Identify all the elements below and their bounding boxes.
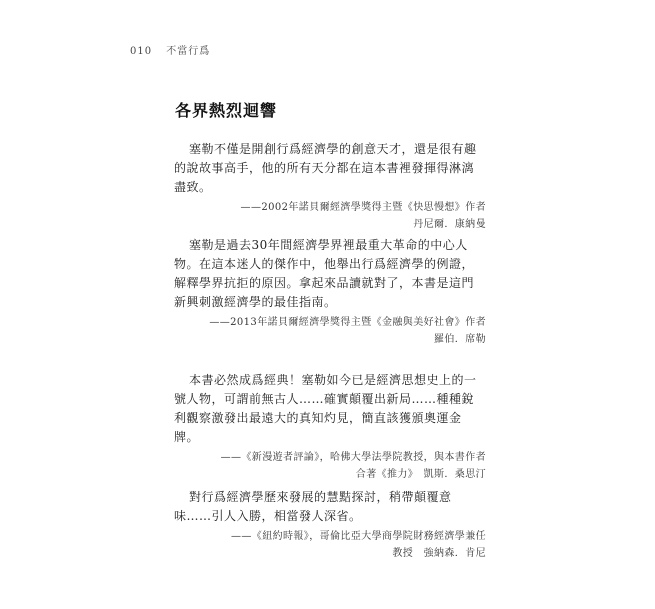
attribution-author: 教授 強納森．肯尼 [392,548,486,559]
page-number: 010 [130,46,153,57]
attribution-source: ——《新漫遊者評論》，哈佛大學法學院教授，與本書作者 [220,452,486,463]
quote-attribution [174,199,486,233]
running-head [130,42,210,57]
quote-text: 塞勒不僅是開創行爲經濟學的創意天才，還是很有趣的說故事高手，他的所有天分都在這本書裡發揮得淋漓盡致。 [174,142,477,194]
attribution-source: ——2013年諾貝爾經濟學獎得主暨《金融與美好社會》作者 [209,317,486,328]
attribution-source: ——2002年諾貝爾經濟學獎得主暨《快思慢想》作者 [240,202,486,213]
quote-block [174,371,486,483]
attribution-source: ——《紐約時報》，哥倫比亞大學商學院財務經濟學兼任 [231,531,486,542]
section-title: 各界熱烈迴響 [175,101,278,120]
quote-block [174,236,486,348]
quote-attribution [174,314,486,348]
quote-text: 本書必然成爲經典！塞勒如今已是經濟思想史上的一號人物，可謂前無古人……確實顛覆出新局……種種銳利觀察激發出最遠大的真知灼見，簡直該獲頒奧運金牌。 [174,373,477,444]
quote-attribution [174,449,486,483]
quote-text: 塞勒是過去30年間經濟學界裡最重大革命的中心人物。在這本迷人的傑作中，他舉出行爲經濟學的例證，解釋學界抗拒的原因。拿起來品讀就對了，本書是這門新興刺激經濟學的最佳指南。 [174,238,475,309]
attribution-author: 羅伯．席勒 [434,334,486,345]
attribution-author: 丹尼爾．康納曼 [413,219,486,230]
quote-attribution [174,528,486,562]
book-title: 不當行爲 [166,46,211,57]
quote-block [174,488,486,562]
quote-text: 對行爲經濟學歷來發展的慧黠探討，稍帶顛覆意味……引人入勝，相當發人深省。 [174,490,452,523]
quote-block [174,140,486,233]
attribution-author: 合著《推力》 凱斯．桑思汀 [355,469,486,480]
